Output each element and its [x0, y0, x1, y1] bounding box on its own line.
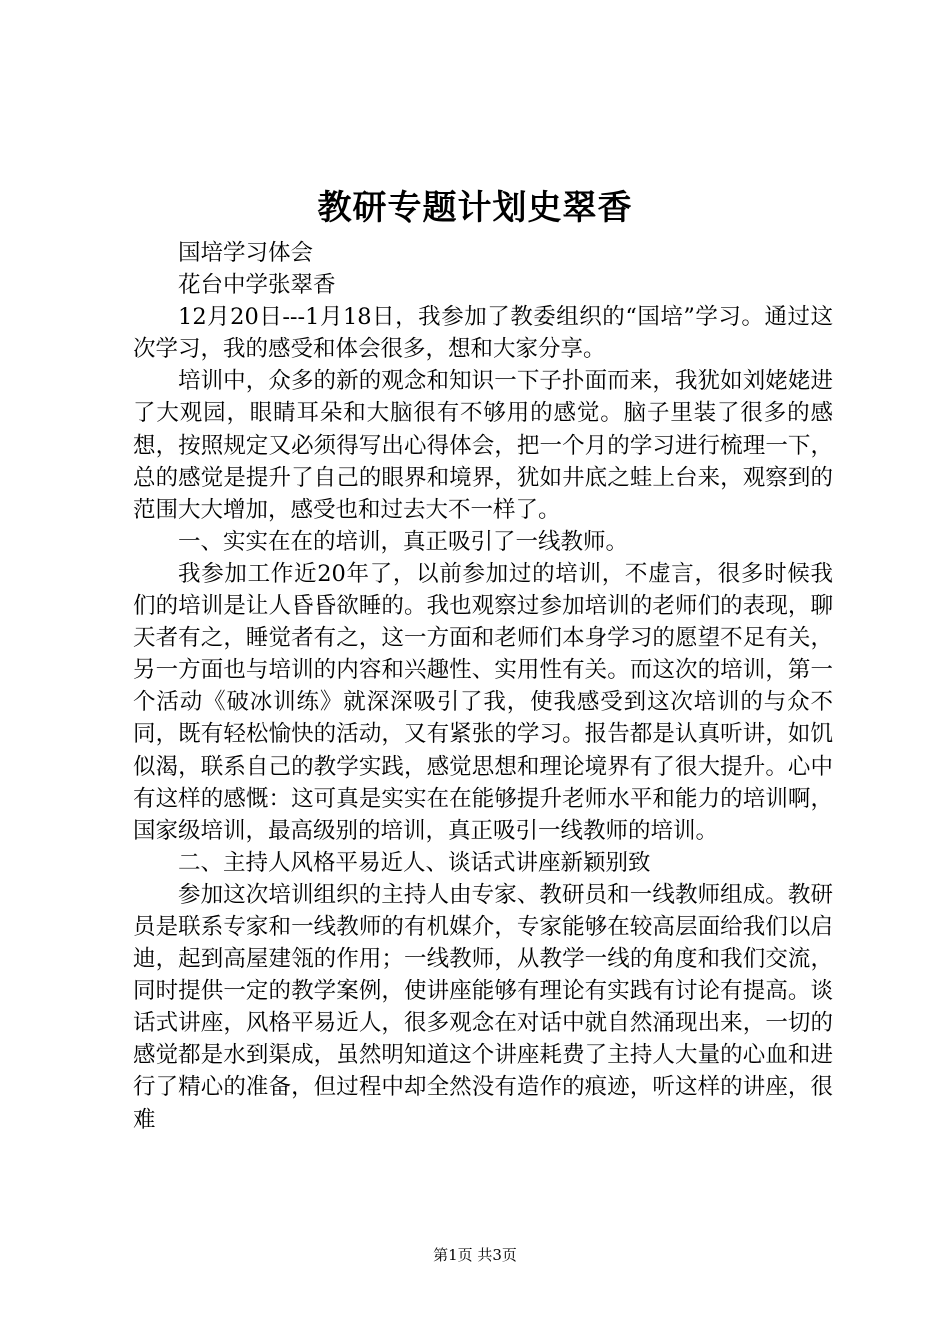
paragraph-training-feeling: 培训中，众多的新的观念和知识一下子扑面而来，我犹如刘姥姥进了大观园，眼睛耳朵和大脑很有不够用的感觉。脑子里装了很多的感想，按照规定又必须得写出心得体会，把一个月的学习进行梳理一下，总的感觉是提升了自己的眼界和境界，犹如井底之蛙上台来，观察到的范围大大增加，感受也和过去大不一样了。 — [133, 368, 833, 523]
document-body — [133, 237, 833, 1136]
document-title: 教研专题计划史翠香 — [317, 188, 633, 228]
section-heading-2: 二、主持人风格平易近人、谈话式讲座新颖别致 — [178, 849, 651, 876]
paragraph-author: 花台中学张翠香 — [178, 272, 336, 299]
paragraph-subtitle: 国培学习体会 — [178, 240, 314, 266]
paragraph-intro: 12月20日---1月18日，我参加了教委组织的“国培”学习。通过这次学习，我的感受和体会很多，想和大家分享。 — [133, 304, 833, 363]
paragraph-section-2: 参加这次培训组织的主持人由专家、教研员和一线教师组成。教研员是联系专家和一线教师的有机媒介，专家能够在较高层面给我们以启迪，起到高屋建瓴的作用；一线教师，从教学一线的角度和我们交流，同时提供一定的教学案例，使讲座能够有理论有实践有讨论有提高。谈话式讲座，风格平易近人，很多观念在对话中就自然涌现出来，一切的感觉都是水到渠成，虽然明知道这个讲座耗费了主持人大量的心血和进行了精心的准备，但过程中却全然没有造作的痕迹，听这样的讲座，很难 — [133, 881, 833, 1133]
paragraph-section-1: 我参加工作近20年了，以前参加过的培训，不虚言，很多时候我们的培训是让人昏昏欲睡的。我也观察过参加培训的老师们的表现，聊天者有之，睡觉者有之，这一方面和老师们本身学习的愿望不足有关，另一方面也与培训的内容和兴趣性、实用性有关。而这次的培训，第一个活动《破冰训练》就深深吸引了我，使我感受到这次培训的与众不同，既有轻松愉快的活动，又有紧张的学习。报告都是认真听讲，如饥似渴，联系自己的教学实践，感觉思想和理论境界有了很大提升。心中有这样的感慨：这可真是实实在在能够提升老师水平和能力的培训啊，国家级培训，最高级别的培训，真正吸引一线教师的培训。 — [133, 560, 833, 844]
page-number-footer: 第1页 共3页 — [433, 1246, 517, 1264]
section-heading-1: 一、实实在在的培训，真正吸引了一线教师。 — [178, 528, 629, 555]
